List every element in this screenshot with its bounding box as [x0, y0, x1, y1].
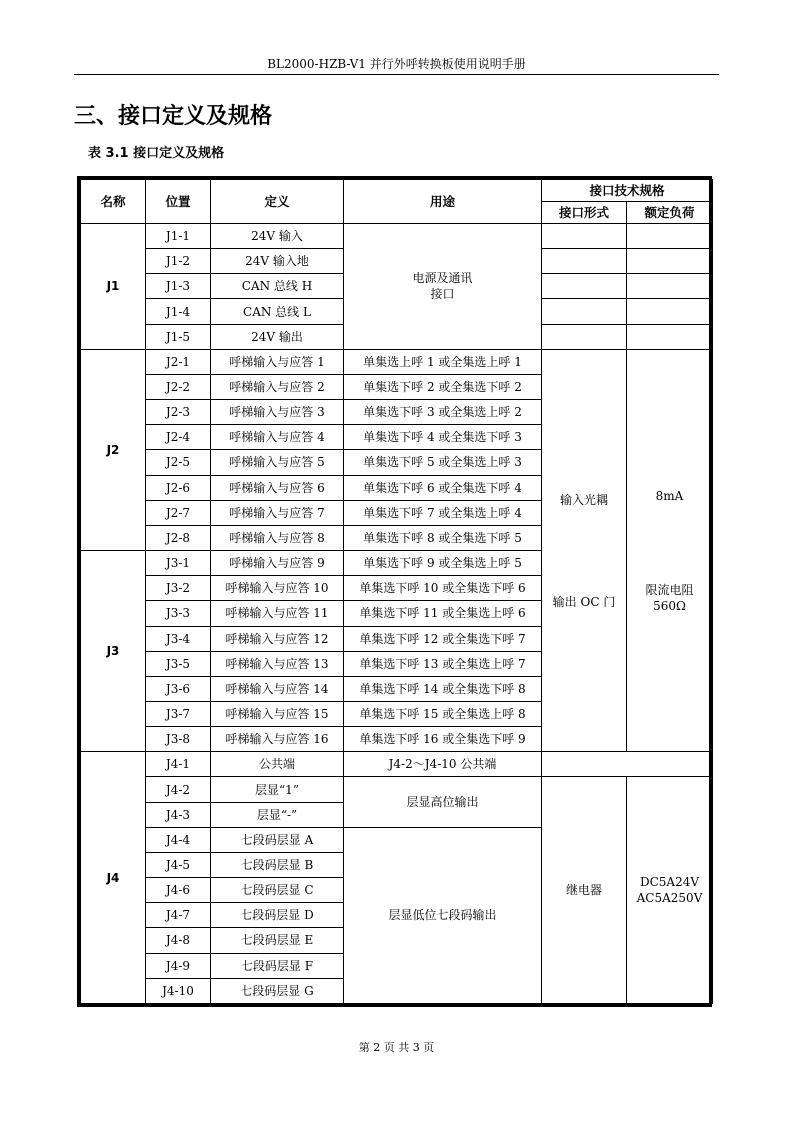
pin-position: J4-2 [146, 777, 211, 802]
pin-definition: 呼梯输入与应答 16 [211, 727, 344, 752]
pin-definition: 呼梯输入与应答 15 [211, 701, 344, 726]
empty-cell [627, 299, 713, 324]
running-header: BL2000-HZB-V1 并行外呼转换板使用说明手册 [267, 57, 526, 71]
header-definition: 定义 [211, 180, 344, 224]
form-input-optocoupler: 输入光耦 [559, 492, 608, 507]
pin-position: J1-5 [146, 324, 211, 349]
j1-usage [344, 224, 542, 350]
pin-definition: 呼梯输入与应答 13 [211, 651, 344, 676]
pin-position: J4-6 [146, 878, 211, 903]
pin-position: J3-1 [146, 551, 211, 576]
j4-load-ac: AC5A250V [636, 891, 703, 906]
pin-usage: 单集选下呼 11 或全集选上呼 6 [344, 601, 542, 626]
header-load: 额定负荷 [627, 202, 713, 224]
pin-position: J2-4 [146, 425, 211, 450]
pin-definition: 七段码层显 G [211, 978, 344, 1003]
group-label-j3: J3 [81, 551, 146, 752]
empty-cell [542, 752, 713, 777]
empty-cell [542, 299, 627, 324]
pin-position: J3-3 [146, 601, 211, 626]
pin-usage: 单集选下呼 8 或全集选下呼 5 [344, 525, 542, 550]
pin-usage: 单集选下呼 2 或全集选下呼 2 [344, 374, 542, 399]
pin-position: J2-6 [146, 475, 211, 500]
j4-rated-load [627, 777, 713, 1004]
load-output-line2: 560Ω [653, 598, 686, 613]
pin-usage: 单集选下呼 10 或全集选下呼 6 [344, 576, 542, 601]
pin-position: J3-5 [146, 651, 211, 676]
pin-definition: 24V 输入 [211, 224, 344, 249]
pin-position: J4-4 [146, 827, 211, 852]
group-label-j4: J4 [81, 752, 146, 1004]
load-input-current: 8mA [655, 488, 684, 503]
pin-definition: 七段码层显 F [211, 953, 344, 978]
form-output-oc-gate: 输出 OC 门 [552, 594, 616, 609]
pin-position: J3-2 [146, 576, 211, 601]
pin-definition: 七段码层显 B [211, 852, 344, 877]
j4-low-usage: 层显低位七段码输出 [344, 827, 542, 1003]
interface-spec-table-frame [77, 176, 712, 1007]
pin-definition: 七段码层显 D [211, 903, 344, 928]
j1-usage-line1: 电源及通讯 [412, 271, 473, 286]
pin-definition: 层显“-” [211, 802, 344, 827]
empty-cell [627, 249, 713, 274]
pin-definition: 呼梯输入与应答 9 [211, 551, 344, 576]
pin-position: J4-7 [146, 903, 211, 928]
pin-position: J2-7 [146, 500, 211, 525]
table-caption: 表 3.1 接口定义及规格 [88, 146, 225, 161]
header-name: 名称 [81, 180, 146, 224]
pin-definition: 呼梯输入与应答 7 [211, 500, 344, 525]
pin-definition: 呼梯输入与应答 2 [211, 374, 344, 399]
pin-definition: 24V 输出 [211, 324, 344, 349]
header-divider [74, 74, 719, 75]
pin-definition: 呼梯输入与应答 11 [211, 601, 344, 626]
pin-usage: 单集选下呼 7 或全集选上呼 4 [344, 500, 542, 525]
pin-position: J2-3 [146, 400, 211, 425]
header-form: 接口形式 [542, 202, 627, 224]
pin-usage: 单集选下呼 15 或全集选上呼 8 [344, 701, 542, 726]
group-label-j1: J1 [81, 224, 146, 350]
pin-position: J2-8 [146, 525, 211, 550]
empty-cell [542, 249, 627, 274]
pin-definition: 呼梯输入与应答 6 [211, 475, 344, 500]
pin-position: J2-2 [146, 374, 211, 399]
pin-position: J3-8 [146, 727, 211, 752]
pin-definition: CAN 总线 H [211, 274, 344, 299]
pin-position: J4-1 [146, 752, 211, 777]
pin-position: J4-10 [146, 978, 211, 1003]
page-number: 第 2 页 共 3 页 [358, 1041, 435, 1054]
header-position: 位置 [146, 180, 211, 224]
pin-definition: 呼梯输入与应答 10 [211, 576, 344, 601]
group-label-j2: J2 [81, 349, 146, 550]
empty-cell [627, 274, 713, 299]
j4-common-usage: J4-2～J4-10 公共端 [344, 752, 542, 777]
table-row [81, 349, 713, 374]
pin-position: J4-3 [146, 802, 211, 827]
section-title: 三、接口定义及规格 [74, 104, 273, 129]
load-output-line1: 限流电阻 [645, 582, 694, 597]
pin-usage: 单集选下呼 6 或全集选下呼 4 [344, 475, 542, 500]
table-row [81, 777, 713, 802]
pin-position: J1-3 [146, 274, 211, 299]
pin-position: J4-8 [146, 928, 211, 953]
pin-position: J2-5 [146, 450, 211, 475]
pin-definition: 24V 输入地 [211, 249, 344, 274]
pin-definition: 呼梯输入与应答 3 [211, 400, 344, 425]
j4-interface-form: 继电器 [542, 777, 627, 1004]
pin-definition: 七段码层显 E [211, 928, 344, 953]
pin-definition: 层显“1” [211, 777, 344, 802]
pin-definition: 呼梯输入与应答 8 [211, 525, 344, 550]
pin-position: J3-7 [146, 701, 211, 726]
pin-position: J2-1 [146, 349, 211, 374]
j2-j3-interface-form [542, 349, 627, 752]
pin-position: J1-2 [146, 249, 211, 274]
pin-position: J4-9 [146, 953, 211, 978]
empty-cell [542, 224, 627, 249]
empty-cell [627, 324, 713, 349]
pin-usage: 单集选下呼 16 或全集选下呼 9 [344, 727, 542, 752]
pin-definition: 呼梯输入与应答 4 [211, 425, 344, 450]
table-row [81, 224, 713, 249]
empty-cell [627, 224, 713, 249]
pin-definition: 呼梯输入与应答 12 [211, 626, 344, 651]
interface-spec-table [80, 179, 713, 1004]
empty-cell [542, 324, 627, 349]
pin-definition: CAN 总线 L [211, 299, 344, 324]
pin-position: J3-6 [146, 676, 211, 701]
empty-cell [542, 274, 627, 299]
pin-usage: 单集选下呼 4 或全集选下呼 3 [344, 425, 542, 450]
pin-position: J3-4 [146, 626, 211, 651]
pin-usage: 单集选下呼 14 或全集选下呼 8 [344, 676, 542, 701]
header-usage: 用途 [344, 180, 542, 224]
j4-load-dc: DC5A24V [639, 875, 700, 890]
header-spec: 接口技术规格 [542, 180, 713, 202]
pin-usage: 单集选上呼 1 或全集选上呼 1 [344, 349, 542, 374]
pin-definition: 呼梯输入与应答 1 [211, 349, 344, 374]
pin-position: J1-1 [146, 224, 211, 249]
pin-usage: 单集选下呼 12 或全集选下呼 7 [344, 626, 542, 651]
pin-definition: 七段码层显 C [211, 878, 344, 903]
j4-high-usage: 层显高位输出 [344, 777, 542, 827]
pin-usage: 单集选下呼 3 或全集选上呼 2 [344, 400, 542, 425]
j1-usage-line2: 接口 [430, 287, 455, 302]
pin-usage: 单集选下呼 5 或全集选上呼 3 [344, 450, 542, 475]
pin-position: J4-5 [146, 852, 211, 877]
j2-j3-rated-load [627, 349, 713, 752]
pin-usage: 单集选下呼 13 或全集选上呼 7 [344, 651, 542, 676]
pin-usage: 单集选下呼 9 或全集选上呼 5 [344, 551, 542, 576]
pin-definition: 七段码层显 A [211, 827, 344, 852]
pin-definition: 呼梯输入与应答 5 [211, 450, 344, 475]
pin-definition: 呼梯输入与应答 14 [211, 676, 344, 701]
pin-position: J1-4 [146, 299, 211, 324]
pin-definition: 公共端 [211, 752, 344, 777]
table-row [81, 752, 713, 777]
